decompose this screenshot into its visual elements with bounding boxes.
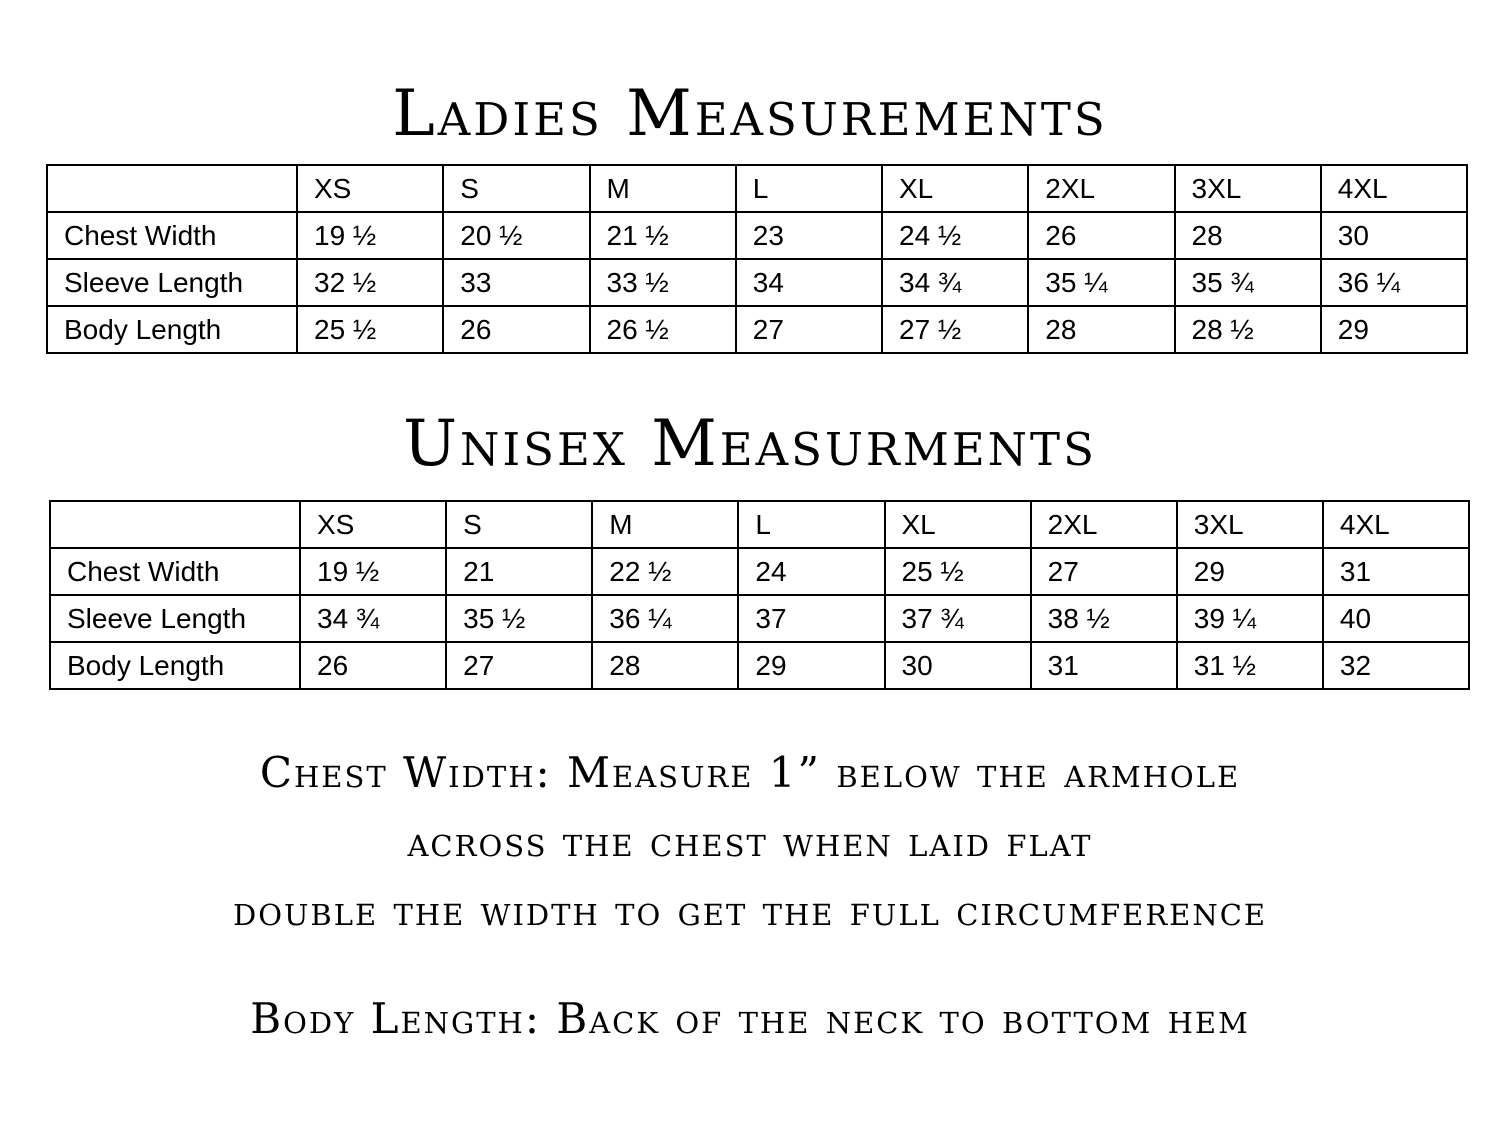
table-cell: 37 ¾: [885, 595, 1031, 642]
table-cell: 31: [1323, 548, 1469, 595]
table-cell: 28: [592, 642, 738, 689]
table-cell: 34 ¾: [882, 259, 1028, 306]
header-cell-3xl: 3XL: [1175, 165, 1321, 212]
table-cell: 34 ¾: [300, 595, 446, 642]
row-label: Body Length: [47, 306, 297, 353]
table-cell: 34: [736, 259, 882, 306]
table-header-row: [50, 501, 1469, 548]
table-cell: 36 ¼: [592, 595, 738, 642]
ladies-table-body: [47, 165, 1467, 353]
table-cell: 24 ½: [882, 212, 1028, 259]
table-cell: 21 ½: [590, 212, 736, 259]
table-cell: 35 ¾: [1175, 259, 1321, 306]
table-cell: 23: [736, 212, 882, 259]
row-label: Sleeve Length: [50, 595, 300, 642]
header-cell-2xl: 2XL: [1031, 501, 1177, 548]
header-cell-l: L: [738, 501, 884, 548]
table-cell: 36 ¼: [1321, 259, 1467, 306]
table-cell: 30: [885, 642, 1031, 689]
table-header-row: [47, 165, 1467, 212]
table-cell: 31 ½: [1177, 642, 1323, 689]
table-cell: 24: [738, 548, 884, 595]
table-cell: 27: [736, 306, 882, 353]
table-cell: 21: [446, 548, 592, 595]
table-cell: 19 ½: [300, 548, 446, 595]
row-label: Chest Width: [50, 548, 300, 595]
table-cell: 33: [443, 259, 589, 306]
header-cell-xl: XL: [885, 501, 1031, 548]
table-cell: 19 ½: [297, 212, 443, 259]
table-cell: 27 ½: [882, 306, 1028, 353]
table-row: [47, 306, 1467, 353]
table-cell: 28: [1175, 212, 1321, 259]
header-cell-s: S: [446, 501, 592, 548]
header-cell-4xl: 4XL: [1323, 501, 1469, 548]
header-cell-s: S: [443, 165, 589, 212]
unisex-table-body: [50, 501, 1469, 689]
table-cell: 31: [1031, 642, 1177, 689]
chest-width-note-line-1: Chest Width: Measure 1” below the armhole: [259, 748, 1241, 797]
table-cell: 25 ½: [297, 306, 443, 353]
row-label: Body Length: [50, 642, 300, 689]
table-cell: 26: [300, 642, 446, 689]
table-cell: 28 ½: [1175, 306, 1321, 353]
header-cell-m: M: [592, 501, 738, 548]
header-cell-4xl: 4XL: [1321, 165, 1467, 212]
body-length-note: Body Length: Back of the neck to bottom hem: [250, 994, 1250, 1043]
ladies-title: Ladies Measurements: [392, 77, 1108, 151]
header-cell-xs: XS: [300, 501, 446, 548]
table-cell: 26: [1028, 212, 1174, 259]
header-cell-xl: XL: [882, 165, 1028, 212]
table-cell: 40: [1323, 595, 1469, 642]
table-cell: 32 ½: [297, 259, 443, 306]
table-cell: 20 ½: [443, 212, 589, 259]
table-cell: 27: [446, 642, 592, 689]
unisex-title: Unisex Measurments: [403, 407, 1097, 481]
header-cell-l: L: [736, 165, 882, 212]
table-cell: 33 ½: [590, 259, 736, 306]
table-cell: 26: [443, 306, 589, 353]
table-cell: 39 ¼: [1177, 595, 1323, 642]
table-cell: 35 ¼: [1028, 259, 1174, 306]
chest-width-note-line-2: across the chest when laid flat: [407, 817, 1093, 866]
table-row: [47, 212, 1467, 259]
table-row: [50, 642, 1469, 689]
header-cell-3xl: 3XL: [1177, 501, 1323, 548]
header-cell-blank: [47, 165, 297, 212]
unisex-size-table: [49, 500, 1470, 690]
table-cell: 38 ½: [1031, 595, 1177, 642]
table-row: [50, 595, 1469, 642]
table-row: [47, 259, 1467, 306]
table-cell: 26 ½: [590, 306, 736, 353]
table-cell: 25 ½: [885, 548, 1031, 595]
table-cell: 37: [738, 595, 884, 642]
table-cell: 32: [1323, 642, 1469, 689]
header-cell-m: M: [590, 165, 736, 212]
table-cell: 30: [1321, 212, 1467, 259]
header-cell-blank: [50, 501, 300, 548]
table-row: [50, 548, 1469, 595]
table-cell: 29: [1177, 548, 1323, 595]
table-cell: 29: [1321, 306, 1467, 353]
table-cell: 35 ½: [446, 595, 592, 642]
row-label: Chest Width: [47, 212, 297, 259]
chest-width-note-line-3: double the width to get the full circumference: [232, 886, 1268, 935]
header-cell-2xl: 2XL: [1028, 165, 1174, 212]
table-cell: 22 ½: [592, 548, 738, 595]
table-cell: 27: [1031, 548, 1177, 595]
table-cell: 29: [738, 642, 884, 689]
header-cell-xs: XS: [297, 165, 443, 212]
ladies-size-table: [46, 164, 1468, 354]
table-cell: 28: [1028, 306, 1174, 353]
row-label: Sleeve Length: [47, 259, 297, 306]
